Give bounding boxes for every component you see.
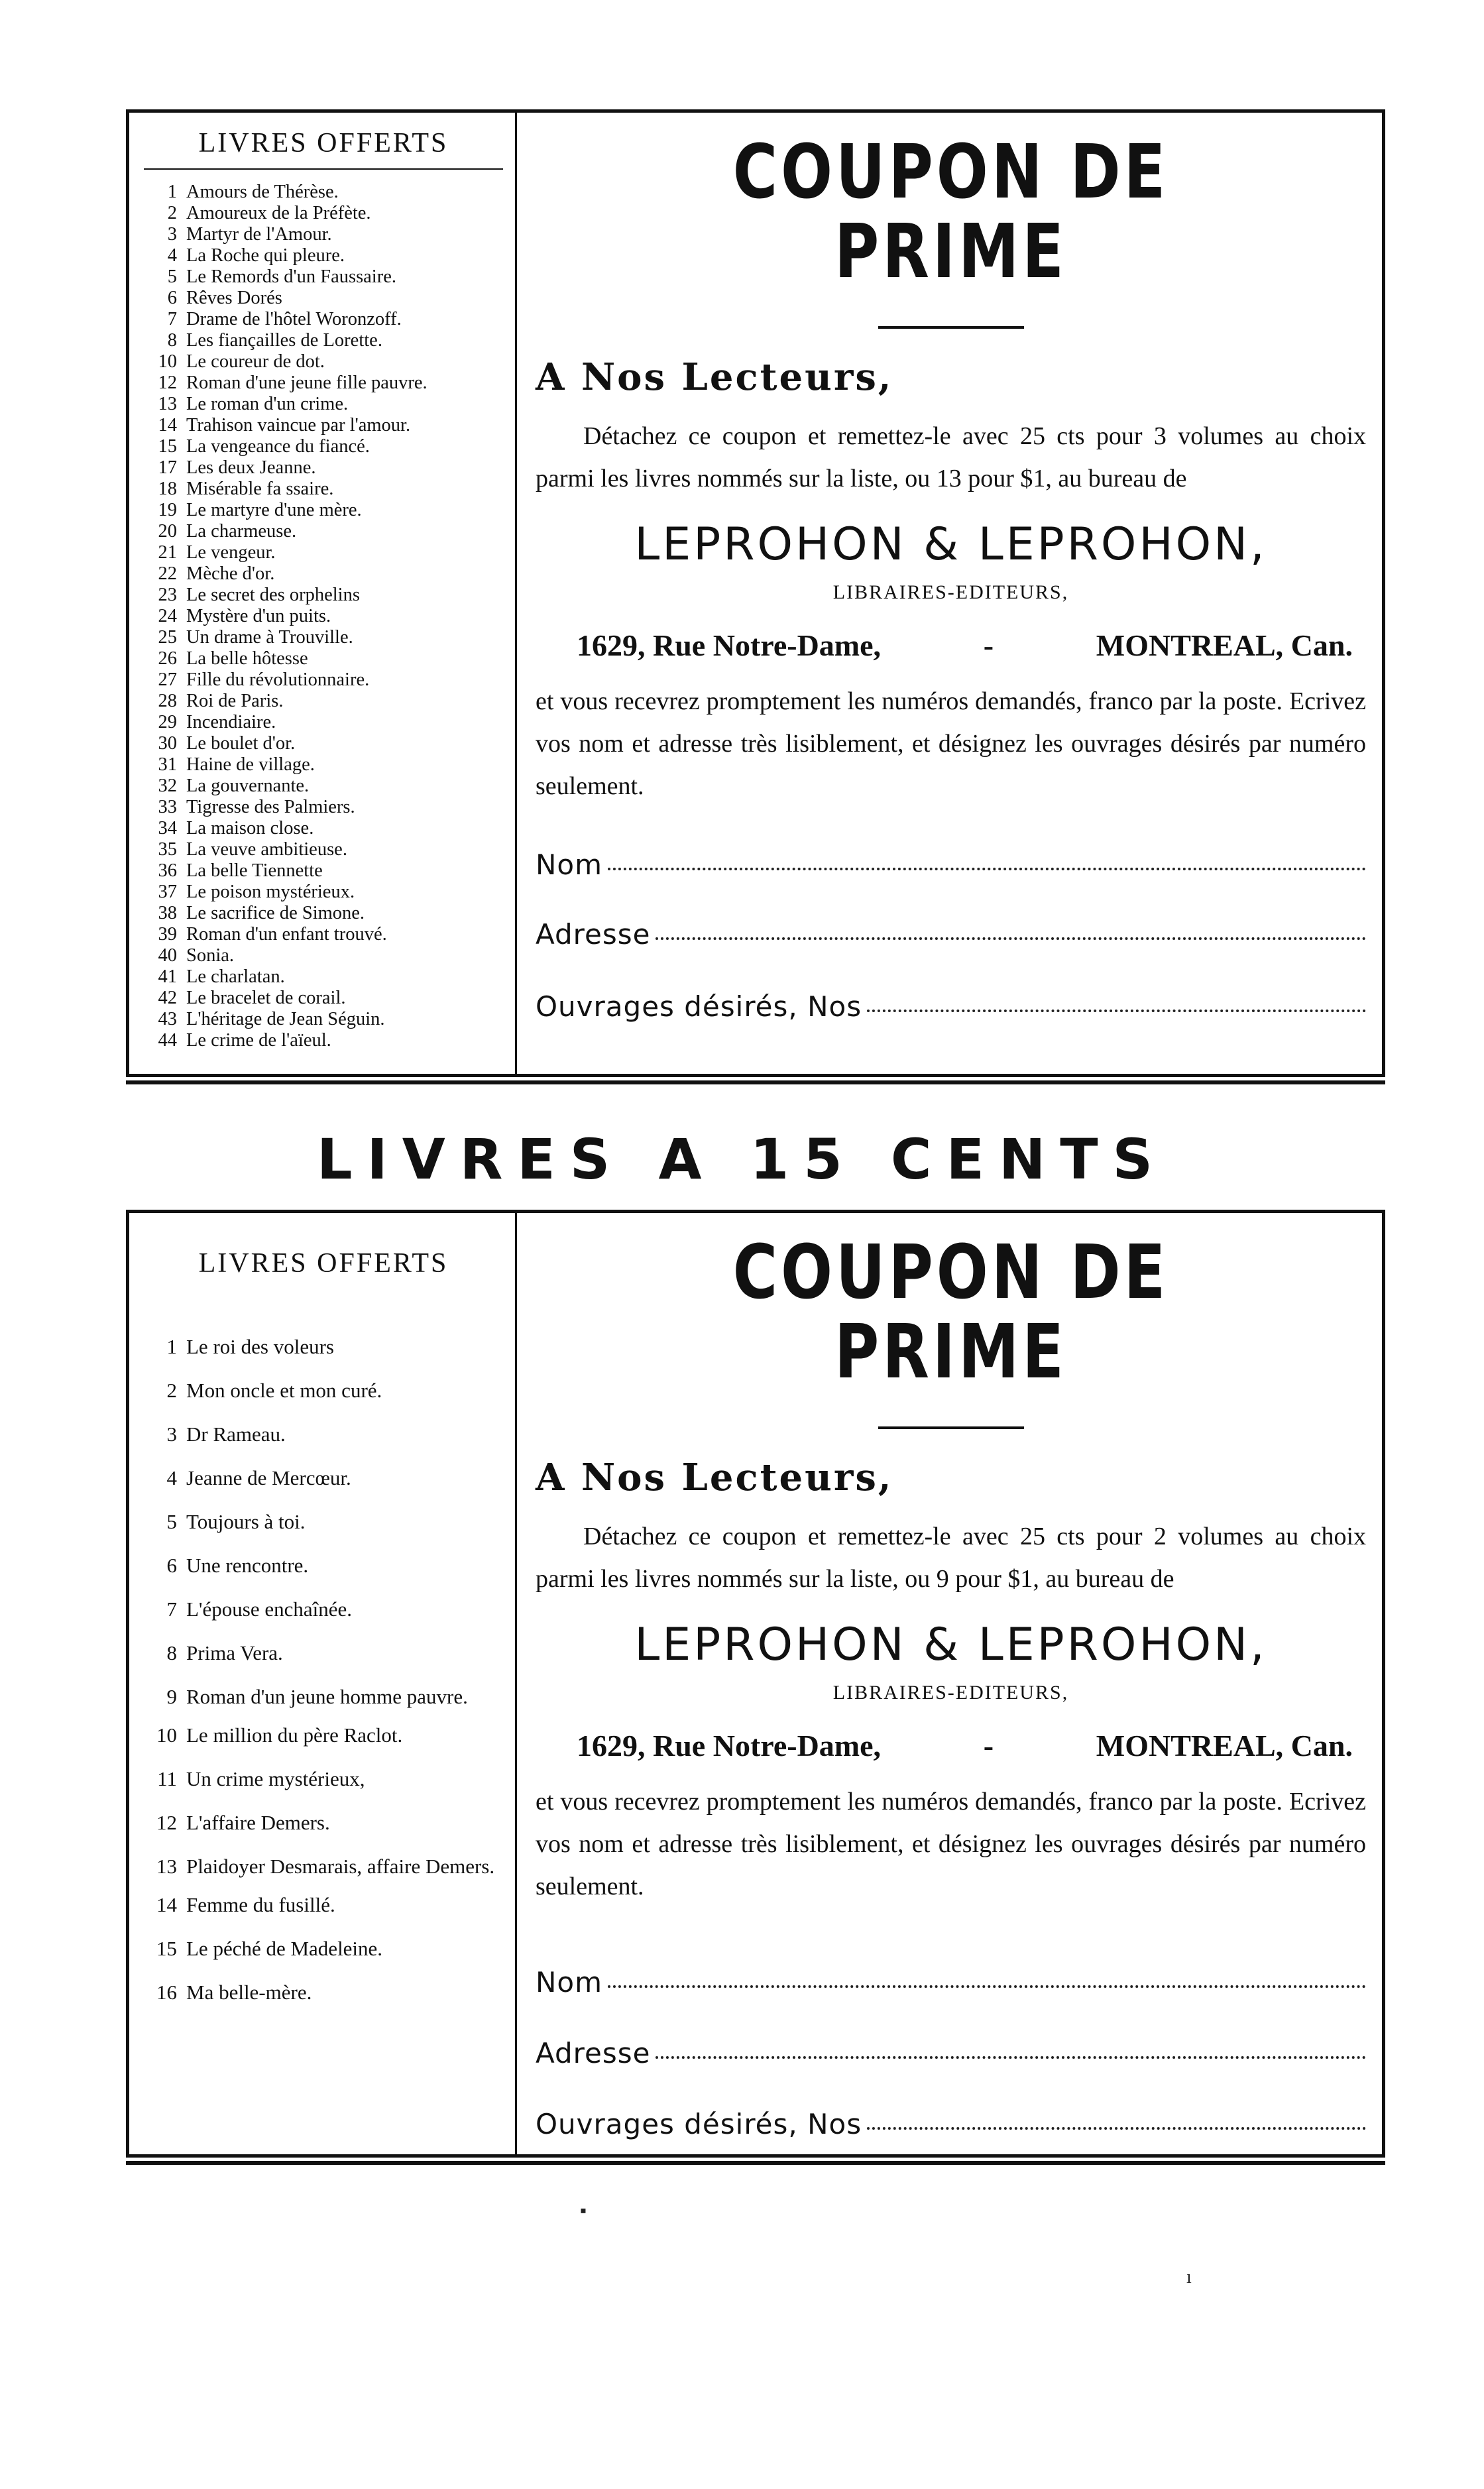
book-number: 33: [158, 797, 177, 817]
book-list-item: [144, 521, 503, 542]
book-title: Le boulet d'or.: [186, 733, 296, 754]
book-list-item: [144, 860, 503, 882]
book-title: Le roi des voleurs: [186, 1335, 334, 1358]
book-number: 40: [158, 945, 177, 966]
book-number: 3: [166, 1422, 177, 1446]
instructions: Détachez ce coupon et remettez-le avec 25 cts pour 2 volumes au choix parmi les livres nommés sur la liste, ou 9 pour $1, au bureau de: [536, 1523, 1366, 1593]
book-number: 14: [158, 415, 177, 435]
divider: [878, 326, 1024, 329]
book-list-item: [144, 1510, 503, 1534]
city: MONTREAL, Can.: [1096, 628, 1353, 662]
book-list-item: [144, 648, 503, 669]
address-label: Adresse: [536, 918, 651, 951]
book-number: 9: [166, 1685, 177, 1708]
book-list-item: [144, 712, 503, 733]
book-number: 16: [156, 1981, 177, 2004]
book-list-item: [144, 182, 503, 203]
book-title: Le poison mystérieux.: [186, 882, 355, 902]
book-title: Le Remords d'un Faussaire.: [186, 266, 396, 287]
book-number: 29: [158, 712, 177, 732]
book-number: 28: [158, 691, 177, 711]
book-list-item: [144, 627, 503, 648]
book-title: La gouvernante.: [186, 776, 310, 796]
book-list-item: [144, 1767, 503, 1791]
book-list-item: [144, 1030, 503, 1051]
publisher-address: [536, 1728, 1366, 1763]
book-list-item: [144, 1937, 503, 1961]
book-number: 30: [158, 733, 177, 754]
book-number: 38: [158, 903, 177, 923]
book-list-item: [144, 415, 503, 436]
book-number: 5: [166, 1510, 177, 1533]
book-list-panel: [129, 1213, 517, 2154]
book-title: Haine de village.: [186, 754, 315, 775]
book-number: 1: [166, 1335, 177, 1358]
book-number: 42: [158, 988, 177, 1008]
book-list: [144, 182, 503, 1051]
book-number: 4: [167, 245, 177, 266]
book-number: 10: [156, 1723, 177, 1747]
book-number: 13: [158, 394, 177, 414]
book-number: 18: [158, 479, 177, 499]
book-number: 6: [166, 1554, 177, 1577]
book-title: Plaidoyer Desmarais, affaire Demers.: [186, 1855, 495, 1878]
book-list-item: [144, 839, 503, 860]
book-number: 32: [158, 776, 177, 796]
greeting: A Nos Lecteurs,: [536, 1456, 893, 1499]
book-title: Les fiançailles de Lorette.: [186, 330, 382, 351]
book-number: 41: [158, 966, 177, 987]
name-field[interactable]: [536, 848, 1366, 881]
book-number: 15: [158, 436, 177, 457]
book-title: Martyr de l'Amour.: [186, 224, 332, 245]
name-label: Nom: [536, 848, 603, 881]
book-list-item: [144, 606, 503, 627]
book-title: Roman d'un jeune homme pauvre.: [186, 1685, 468, 1708]
book-list-item: [144, 309, 503, 330]
book-number: 19: [158, 500, 177, 520]
book-number: 20: [158, 521, 177, 542]
book-title: Toujours à toi.: [186, 1510, 306, 1533]
book-title: Le crime de l'aïeul.: [186, 1030, 331, 1051]
name-field[interactable]: [536, 1966, 1366, 1998]
book-list-item: [144, 542, 503, 563]
list-heading: LIVRES OFFERTS: [144, 127, 503, 170]
book-title: Roman d'une jeune fille pauvre.: [186, 373, 428, 393]
book-list-item: [144, 1981, 503, 2004]
book-number: 35: [158, 839, 177, 860]
instructions: Détachez ce coupon et remettez-le avec 25 cts pour 3 volumes au choix parmi les livres nommés sur la liste, ou 13 pour $1, au bureau de: [536, 422, 1366, 492]
publisher-name: LEPROHON & LEPROHON,: [634, 1619, 1267, 1671]
book-title: Le charlatan.: [186, 966, 285, 987]
address-blank[interactable]: [656, 2056, 1366, 2059]
book-title: Roi de Paris.: [186, 691, 284, 711]
book-list-item: [144, 924, 503, 945]
book-list-item: [144, 351, 503, 373]
book-title: Le coureur de dot.: [186, 351, 325, 372]
book-title: Tigresse des Palmiers.: [186, 797, 355, 817]
book-number: 5: [167, 266, 177, 287]
book-number: 22: [158, 563, 177, 584]
scan-speck: ▪: [580, 2201, 587, 2221]
book-title: Le bracelet de corail.: [186, 988, 346, 1008]
book-number: 6: [167, 288, 177, 308]
publisher-name: LEPROHON & LEPROHON,: [634, 518, 1267, 571]
book-number: 25: [158, 627, 177, 648]
book-title: Amours de Thérèse.: [186, 182, 339, 202]
book-title: L'héritage de Jean Séguin.: [186, 1009, 385, 1029]
name-blank[interactable]: [608, 1985, 1366, 1988]
street: 1629, Rue Notre-Dame,: [577, 628, 882, 662]
coupon-panel: [517, 1213, 1382, 2154]
book-number: 36: [158, 860, 177, 881]
separator: -: [983, 1729, 994, 1763]
book-number: 12: [158, 373, 177, 393]
book-number: 21: [158, 542, 177, 563]
book-number: 44: [158, 1030, 177, 1051]
book-list-item: [144, 203, 503, 224]
closing-instructions: et vous recevrez promptement les numéros demandés, franco par la poste. Ecrivez vos nom et adresse très lisiblement, et désignez les ouvrages désirés par numéro seulement.: [536, 1788, 1366, 1900]
book-title: Dr Rameau.: [186, 1422, 286, 1446]
book-number: 24: [158, 606, 177, 626]
book-title: Misérable fa ssaire.: [186, 479, 334, 499]
works-label: Ouvrages désirés, Nos: [536, 2108, 862, 2140]
book-number: 39: [158, 924, 177, 945]
coupon-heading: COUPON DE PRIME: [732, 129, 1169, 295]
book-title: Prima Vera.: [186, 1641, 283, 1664]
book-list-item: [144, 436, 503, 457]
book-title: Un crime mystérieux,: [186, 1767, 365, 1790]
publisher-address: [536, 628, 1366, 663]
book-title: La maison close.: [186, 818, 314, 839]
greeting: A Nos Lecteurs,: [536, 355, 893, 399]
book-number: 8: [166, 1641, 177, 1664]
address-field[interactable]: [536, 918, 1366, 951]
book-title: Mystère d'un puits.: [186, 606, 331, 626]
book-number: 4: [166, 1466, 177, 1489]
book-number: 7: [167, 309, 177, 329]
book-list-item: [144, 903, 503, 924]
book-list-item: [144, 818, 503, 839]
book-title: La Roche qui pleure.: [186, 245, 345, 266]
book-title: Jeanne de Mercœur.: [186, 1466, 351, 1489]
book-list-item: [144, 585, 503, 606]
book-title: Sonia.: [186, 945, 235, 966]
book-list-item: [144, 330, 503, 351]
book-title: Le roman d'un crime.: [186, 394, 349, 414]
book-title: Mon oncle et mon curé.: [186, 1379, 382, 1402]
book-title: Les deux Jeanne.: [186, 457, 316, 478]
coupon-heading: COUPON DE PRIME: [732, 1230, 1169, 1395]
works-label: Ouvrages désirés, Nos: [536, 990, 862, 1023]
book-list-item: [144, 563, 503, 585]
book-list-item: [144, 373, 503, 394]
list-heading: LIVRES OFFERTS: [198, 1248, 449, 1279]
book-list-item: [144, 224, 503, 245]
book-number: 11: [157, 1767, 177, 1790]
book-list-item: [144, 988, 503, 1009]
street: 1629, Rue Notre-Dame,: [577, 1729, 882, 1763]
book-list-item: [144, 500, 503, 521]
closing-instructions: et vous recevrez promptement les numéros demandés, franco par la poste. Ecrivez vos nom et adresse très lisiblement, et désignez les ouvrages désirés par numéro seulement.: [536, 687, 1366, 800]
book-title: Rêves Dorés: [186, 288, 282, 308]
book-list-item: [144, 966, 503, 988]
book-number: 26: [158, 648, 177, 669]
book-number: 34: [158, 818, 177, 839]
book-list-item: [144, 245, 503, 266]
book-list-item: [144, 1466, 503, 1490]
address-field[interactable]: [536, 2037, 1366, 2069]
book-list-item: [144, 1685, 503, 1709]
book-title: Le péché de Madeleine.: [186, 1937, 383, 1960]
book-title: L'affaire Demers.: [186, 1811, 330, 1834]
book-title: La vengeance du fiancé.: [186, 436, 370, 457]
coupon-form-2: [126, 1210, 1385, 2158]
book-list-item: [144, 754, 503, 776]
book-number: 12: [156, 1811, 177, 1834]
book-title: Le million du père Raclot.: [186, 1723, 403, 1747]
book-number: 31: [158, 754, 177, 775]
book-title: Le sacrifice de Simone.: [186, 903, 365, 923]
book-title: Trahison vaincue par l'amour.: [186, 415, 411, 435]
book-list-item: [144, 1855, 503, 1879]
book-number: 14: [156, 1893, 177, 1916]
address-blank[interactable]: [656, 937, 1366, 940]
book-list-item: [144, 945, 503, 966]
book-title: Amoureux de la Préfète.: [186, 203, 371, 223]
book-title: Drame de l'hôtel Woronzoff.: [186, 309, 402, 329]
book-number: 43: [158, 1009, 177, 1029]
book-list-item: [144, 1723, 503, 1747]
book-number: 2: [167, 203, 177, 223]
book-number: 7: [166, 1597, 177, 1621]
section-banner: LIVRES A 15 CENTS: [316, 1127, 1168, 1192]
works-field[interactable]: [536, 2108, 1366, 2140]
book-title: Fille du révolutionnaire.: [186, 669, 370, 690]
book-list-item: [144, 691, 503, 712]
book-title: Le martyre d'une mère.: [186, 500, 362, 520]
book-title: La belle Tiennette: [186, 860, 323, 881]
works-blank[interactable]: [867, 1010, 1366, 1012]
publisher-subtitle: LIBRAIRES-EDITEURS,: [832, 581, 1069, 603]
book-list-item: [144, 669, 503, 691]
book-number: 15: [156, 1937, 177, 1960]
book-title: Un drame à Trouville.: [186, 627, 353, 648]
book-title: La charmeuse.: [186, 521, 297, 542]
separator: -: [983, 628, 994, 662]
book-title: Le vengeur.: [186, 542, 276, 563]
book-list-item: [144, 1554, 503, 1578]
book-title: L'épouse enchaînée.: [186, 1597, 353, 1621]
book-number: 1: [167, 182, 177, 202]
book-list-item: [144, 1422, 503, 1446]
book-list-item: [144, 1335, 503, 1359]
book-list-item: [144, 288, 503, 309]
book-list-item: [144, 733, 503, 754]
book-list-item: [144, 797, 503, 818]
book-list-item: [144, 479, 503, 500]
book-list-item: [144, 266, 503, 288]
book-number: 23: [158, 585, 177, 605]
book-list-item: [144, 457, 503, 479]
book-list-item: [144, 394, 503, 415]
name-label: Nom: [536, 1966, 603, 1998]
book-list-item: [144, 776, 503, 797]
book-number: 37: [158, 882, 177, 902]
book-title: Roman d'un enfant trouvé.: [186, 924, 387, 945]
book-number: 8: [167, 330, 177, 351]
book-title: Incendiaire.: [186, 712, 276, 732]
book-number: 27: [158, 669, 177, 690]
book-number: 10: [158, 351, 177, 372]
book-list-item: [144, 1893, 503, 1917]
coupon-panel: [517, 113, 1382, 1074]
book-list-item: [144, 1641, 503, 1665]
name-blank[interactable]: [608, 868, 1366, 870]
coupon-form-1: [126, 109, 1385, 1077]
book-number: 3: [167, 224, 177, 245]
book-number: 17: [158, 457, 177, 478]
book-title: Une rencontre.: [186, 1554, 309, 1577]
book-title: Le secret des orphelins: [186, 585, 360, 605]
book-list-item: [144, 1811, 503, 1835]
city: MONTREAL, Can.: [1096, 1729, 1353, 1763]
book-title: La belle hôtesse: [186, 648, 308, 669]
book-title: La veuve ambitieuse.: [186, 839, 347, 860]
book-title: Mèche d'or.: [186, 563, 275, 584]
book-number: 13: [156, 1855, 177, 1878]
address-label: Adresse: [536, 2037, 651, 2069]
works-field[interactable]: [536, 990, 1366, 1023]
divider: [878, 1426, 1024, 1429]
book-title: Femme du fusillé.: [186, 1893, 335, 1916]
book-list-item: [144, 1597, 503, 1621]
book-list-item: [144, 882, 503, 903]
book-title: Ma belle-mère.: [186, 1981, 312, 2004]
publisher-subtitle: LIBRAIRES-EDITEURS,: [832, 1682, 1069, 1704]
book-list-item: [144, 1379, 503, 1403]
book-list-panel: [129, 113, 517, 1074]
scan-speck: ı: [1186, 2267, 1192, 2287]
book-list-item: [144, 1009, 503, 1030]
book-list: [144, 1335, 503, 2004]
book-number: 2: [166, 1379, 177, 1402]
works-blank[interactable]: [867, 2127, 1366, 2130]
